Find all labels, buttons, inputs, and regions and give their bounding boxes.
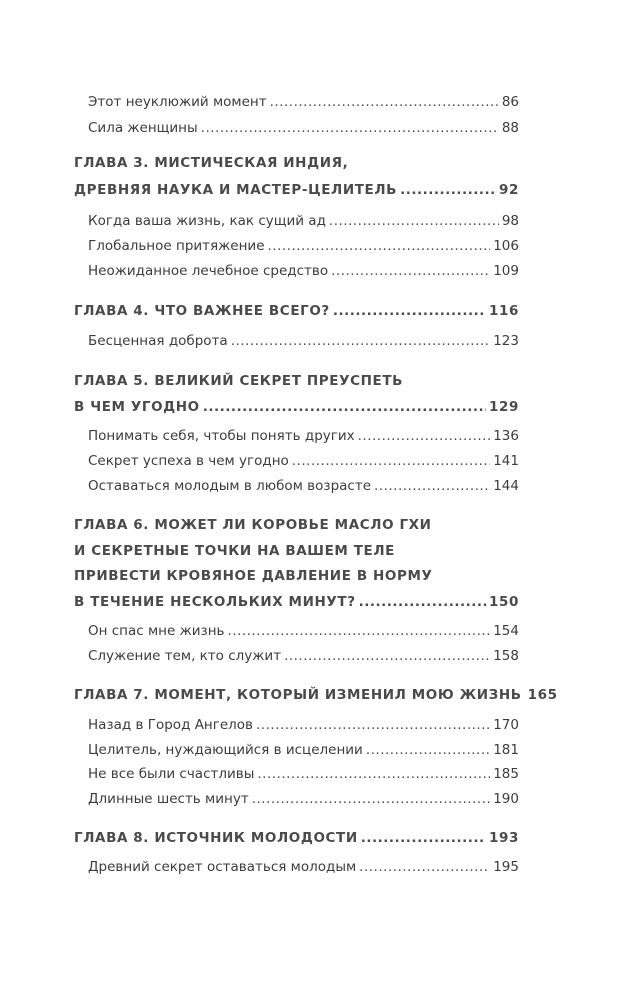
entry-page: 195 [493, 859, 519, 875]
entry-page: 141 [493, 453, 519, 469]
entry-title: Понимать себя, чтобы понять других [88, 428, 355, 444]
entry-title: Сила женщины [88, 120, 198, 136]
toc-entry[interactable] [88, 263, 519, 279]
chapter-page: 116 [489, 303, 519, 319]
entry-page: 98 [501, 213, 519, 229]
chapter-heading-line[interactable]: ГЛАВА 6. МОЖЕТ ЛИ КОРОВЬЕ МАСЛО ГХИ [74, 517, 432, 533]
dot-leader [366, 742, 490, 758]
dot-leader [268, 238, 491, 254]
toc-entry[interactable] [88, 453, 519, 469]
chapter-page: 150 [489, 594, 519, 610]
entry-title: Он спас мне жизнь [88, 623, 225, 639]
dot-leader [329, 213, 499, 229]
toc-entry[interactable] [88, 766, 519, 782]
toc-entry[interactable] [88, 648, 519, 664]
chapter-entry[interactable] [74, 687, 558, 703]
toc-entry[interactable] [88, 791, 519, 807]
entry-title: Этот неуклюжий момент [88, 94, 267, 110]
toc-entry[interactable] [88, 623, 519, 639]
dot-leader [359, 594, 486, 610]
dot-leader [257, 766, 490, 782]
entry-page: 158 [493, 648, 519, 664]
entry-page: 106 [493, 238, 519, 254]
entry-title: Назад в Город Ангелов [88, 717, 253, 733]
chapter-entry[interactable] [74, 399, 519, 415]
dot-leader [331, 263, 490, 279]
entry-title: Не все были счастливы [88, 766, 255, 782]
entry-title: Служение тем, кто служит [88, 648, 282, 664]
chapter-entry[interactable] [74, 182, 519, 198]
dot-leader [256, 717, 490, 733]
chapter-heading-line[interactable]: ГЛАВА 3. МИСТИЧЕСКАЯ ИНДИЯ, [74, 155, 349, 171]
dot-leader [252, 791, 491, 807]
toc-entry[interactable] [88, 859, 519, 875]
toc-entry[interactable] [88, 238, 519, 254]
chapter-title: ГЛАВА 7. МОМЕНТ, КОТОРЫЙ ИЗМЕНИЛ МОЮ ЖИЗНЬ [74, 687, 522, 703]
dot-leader [284, 648, 490, 664]
entry-title: Целитель, нуждающийся в исцелении [88, 742, 363, 758]
entry-page: 88 [501, 120, 519, 136]
toc-entry[interactable] [88, 94, 519, 110]
dot-leader [270, 94, 499, 110]
dot-leader [400, 182, 496, 198]
toc-entry[interactable] [88, 213, 519, 229]
chapter-heading-line[interactable]: ПРИВЕСТИ КРОВЯНОЕ ДАВЛЕНИЕ В НОРМУ [74, 568, 433, 584]
chapter-entry[interactable] [74, 594, 519, 610]
chapter-heading-line[interactable]: И СЕКРЕТНЫЕ ТОЧКИ НА ВАШЕМ ТЕЛЕ [74, 543, 396, 559]
entry-title: Древний секрет оставаться молодым [88, 859, 357, 875]
chapter-title: В ТЕЧЕНИЕ НЕСКОЛЬКИХ МИНУТ? [74, 594, 356, 610]
chapter-entry[interactable] [74, 830, 519, 846]
dot-leader [361, 830, 486, 846]
dot-leader [292, 453, 490, 469]
toc-entry[interactable] [88, 120, 519, 136]
entry-title: Глобальное притяжение [88, 238, 265, 254]
entry-title: Неожиданное лечебное средство [88, 263, 329, 279]
entry-title: Когда ваша жизнь, как сущий ад [88, 213, 326, 229]
chapter-title: ГЛАВА 8. ИСТОЧНИК МОЛОДОСТИ [74, 830, 358, 846]
entry-title: Бесценная доброта [88, 333, 228, 349]
chapter-title: ГЛАВА 4. ЧТО ВАЖНЕЕ ВСЕГО? [74, 303, 330, 319]
dot-leader [203, 399, 486, 415]
dot-leader [359, 859, 490, 875]
chapter-page: 193 [489, 830, 519, 846]
entry-page: 123 [493, 333, 519, 349]
dot-leader [201, 120, 499, 136]
dot-leader [358, 428, 491, 444]
entry-page: 136 [493, 428, 519, 444]
chapter-title: В ЧЕМ УГОДНО [74, 399, 200, 415]
entry-page: 144 [493, 478, 519, 494]
chapter-entry[interactable] [74, 303, 519, 319]
entry-page: 154 [493, 623, 519, 639]
entry-page: 185 [493, 766, 519, 782]
entry-page: 181 [493, 742, 519, 758]
dot-leader [333, 303, 486, 319]
chapter-page: 92 [499, 182, 519, 198]
entry-page: 170 [493, 717, 519, 733]
entry-title: Длинные шесть минут [88, 791, 249, 807]
entry-page: 109 [493, 263, 519, 279]
chapter-page: 129 [489, 399, 519, 415]
toc-entry[interactable] [88, 428, 519, 444]
toc-entry[interactable] [88, 717, 519, 733]
entry-title: Оставаться молодым в любом возрасте [88, 478, 371, 494]
chapter-heading-line[interactable]: ГЛАВА 5. ВЕЛИКИЙ СЕКРЕТ ПРЕУСПЕТЬ [74, 373, 404, 389]
toc-entry[interactable] [88, 478, 519, 494]
toc-entry[interactable] [88, 742, 519, 758]
entry-page: 190 [493, 791, 519, 807]
entry-title: Секрет успеха в чем угодно [88, 453, 289, 469]
chapter-title: ДРЕВНЯЯ НАУКА И МАСТЕР-ЦЕЛИТЕЛЬ [74, 182, 398, 198]
entry-page: 86 [501, 94, 519, 110]
toc-entry[interactable] [88, 333, 519, 349]
dot-leader [374, 478, 490, 494]
chapter-page: 165 [527, 687, 558, 703]
dot-leader [227, 623, 490, 639]
dot-leader [231, 333, 491, 349]
